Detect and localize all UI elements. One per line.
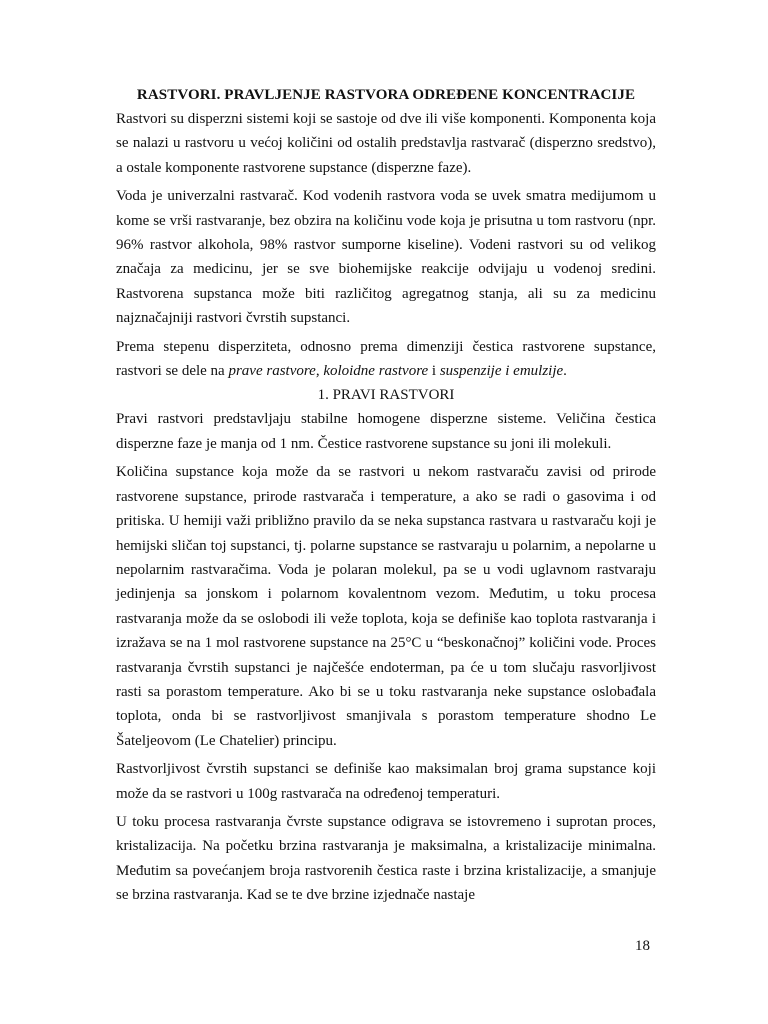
document-title: RASTVORI. PRAVLJENJE RASTVORA ODREĐENE KONCENTRACIJE [136,87,636,103]
term-suspensions-emulsions: suspenzije i emulzije [439,363,564,380]
paragraph-crystallization: U toku procesa rastvaranja čvrste supstance odigrava se istovremeno i suprotan proces, kristalizacija. Na početku brzina rastvaranja je maksimalna, a kristalizacije minimalna. Međutim sa povećanjem broja rastvorenih čestica raste i brzina kristalizacije, a smanjuje se brzina rastvaranja. Kad se te dve brzine izjednače nastaje [116,813,656,904]
term-true-solutions: prave rastvore [228,363,316,380]
classification-separator-1: , [315,363,324,380]
paragraph-intro: Rastvori su disperzni sistemi koji se sastoje od dve ili više komponenti. Komponenta koja se nalazi u rastvoru u većoj količini od ostalih predstavlja rastvarač (disperzno sredstvo), a ostale komponente rastvorene supstance (disperzne faze). [116,111,656,176]
paragraph-solubility-definition: Rastvorljivost čvrstih supstanci se definiše kao maksimalan broj grama supstance koji može da se rastvori u 100g rastvarača na određenoj temperaturi. [116,761,656,802]
term-colloidal-solutions: koloidne rastvore [323,363,429,380]
classification-separator-2: i [428,363,440,380]
classification-text-end: . [563,363,567,380]
paragraph-classification [116,335,656,384]
paragraph-solubility-factors: Količina supstance koja može da se rastvori u nekom rastvaraču zavisi od prirode rastvorene supstance, prirode rastvarača i temperature, a ako se radi o gasovima i od pritiska. U hemiji važi približno pravilo da se neka supstanca rastvara u rastvaraču koji je hemijski sličan toj supstanci, tj. polarne supstance se rastvaraju u polarnim, a nepolarne u nepolarnim rastvaračima. Voda je polaran molekul, pa se u vodi uglavnom rastvaraju jedinjenja sa jonskom i polarnom kovalentnom vezom. Međutim, u toku procesa rastvaranja može da se oslobodi ili veže toplota, koja se definiše kao toplota rastvaranja i izražava se na 1 mol rastvorene supstance na 25°C u “beskonačnoj” količini vode. Proces rastvaranja čvrstih supstanci je najčešće endoterman, pa će u tom slučaju rasvorljivost rasti sa porastom temperature. Ako bi se u toku rastvaranja neke supstance oslobađala toplota, onda bi se rastvorljivost smanjivala s porastom temperature shodno Le Šateljeovom (Le Chatelier) principu. [116,464,656,749]
section-heading: 1. PRAVI RASTVORI [317,387,455,404]
classification-text-start: Prema stepenu disperziteta, odnosno prema dimenziji čestica rastvorene supstance, rastvori se dele na [116,338,656,380]
paragraph-water-solvent: Voda je univerzalni rastvarač. Kod vodenih rastvora voda se uvek smatra medijumom u kome se vrši rastvaranje, bez obzira na količinu vode koja je prisutna u tom rastvoru (npr. 96% rastvor alkohola, 98% rastvor sumporne kiseline). Vodeni rastvori su od velikog značaja za medicinu, jer se sve biohemijske reakcije odvijaju u vodenoj sredini. Rastvorena supstanca može biti različitog agregatnog stanja, ali su za medicinu najznačajniji rastvori čvrstih supstanci. [116,188,656,327]
document-page [116,83,656,908]
paragraph-true-solutions: Pravi rastvori predstavljaju stabilne homogene disperzne sisteme. Veličina čestica disperzne faze je manja od 1 nm. Čestice rastvorene supstance su joni ili molekuli. [116,411,656,452]
page-number: 18 [635,938,650,954]
